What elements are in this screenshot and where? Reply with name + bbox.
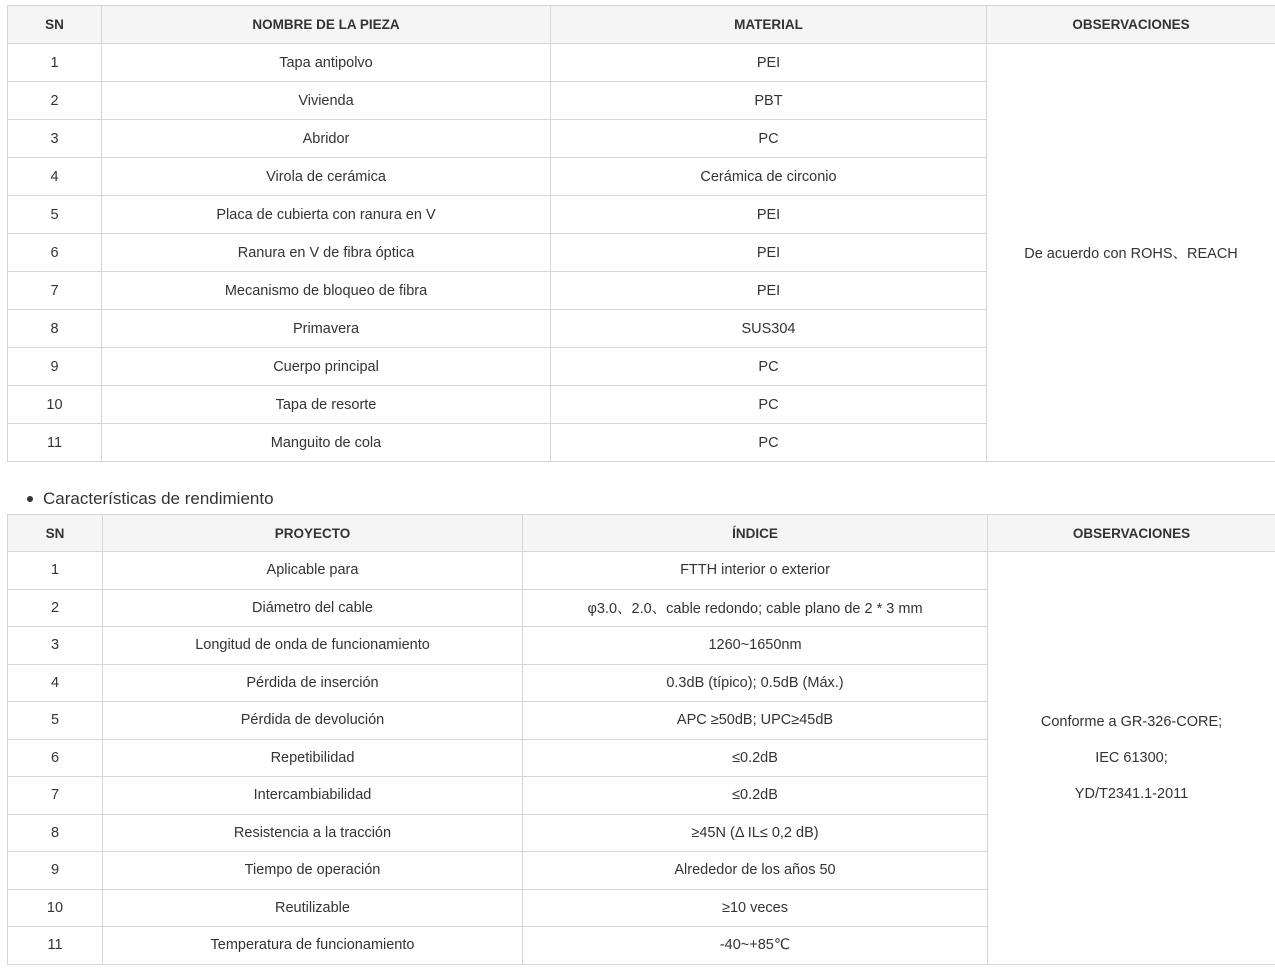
row-index: 1260~1650nm [523,627,988,665]
table-row [8,552,1275,590]
row-part-name: Cuerpo principal [102,348,551,386]
row-sn: 1 [8,552,103,590]
row-material: SUS304 [551,310,987,348]
row-material: PEI [551,196,987,234]
header-project: PROYECTO [103,515,523,552]
row-project: Intercambiabilidad [103,777,523,815]
row-index: Alrededor de los años 50 [523,852,988,890]
observation-line: IEC 61300; [1095,749,1168,766]
row-material: Cerámica de circonio [551,158,987,196]
observations-cell [988,552,1275,965]
header-material: MATERIAL [551,6,987,44]
row-part-name: Primavera [102,310,551,348]
row-project: Temperatura de funcionamiento [103,927,523,965]
row-index: -40~+85℃ [523,927,988,965]
row-sn: 2 [8,589,103,627]
row-part-name: Tapa de resorte [102,386,551,424]
observation-line: Conforme a GR-326-CORE; [1040,713,1223,730]
row-sn: 9 [8,852,103,890]
parts-header-row [8,6,1275,44]
row-material: PC [551,120,987,158]
row-sn: 11 [8,424,102,462]
parts-table [7,5,1275,462]
row-project: Tiempo de operación [103,852,523,890]
row-project: Longitud de onda de funcionamiento [103,627,523,665]
section-title: Características de rendimiento [43,489,274,508]
row-part-name: Virola de cerámica [102,158,551,196]
row-material: PC [551,386,987,424]
row-sn: 3 [8,120,102,158]
row-project: Aplicable para [103,552,523,590]
row-part-name: Abridor [102,120,551,158]
row-project: Resistencia a la tracción [103,814,523,852]
row-sn: 11 [8,927,103,965]
row-index: ≥10 veces [523,889,988,927]
section-heading [27,488,274,510]
row-index: ≤0.2dB [523,777,988,815]
row-material: PEI [551,44,987,82]
row-project: Pérdida de inserción [103,664,523,702]
performance-header-row [8,515,1275,552]
row-project: Pérdida de devolución [103,702,523,740]
row-part-name: Vivienda [102,82,551,120]
row-sn: 8 [8,310,102,348]
observations-cell: De acuerdo con ROHS、REACH [987,44,1275,462]
header-observations: OBSERVACIONES [988,515,1275,552]
row-part-name: Placa de cubierta con ranura en V [102,196,551,234]
row-index: APC ≥50dB; UPC≥45dB [523,702,988,740]
row-project: Reutilizable [103,889,523,927]
row-sn: 6 [8,739,103,777]
bullet-dot-icon [27,496,33,502]
row-index: φ3.0、2.0、cable redondo; cable plano de 2 * 3 mm [523,589,988,627]
row-material: PC [551,424,987,462]
parts-table-body [8,44,1275,462]
header-sn: SN [8,6,102,44]
row-material: PC [551,348,987,386]
row-material: PBT [551,82,987,120]
header-part-name: NOMBRE DE LA PIEZA [102,6,551,44]
row-index: 0.3dB (típico); 0.5dB (Máx.) [523,664,988,702]
row-sn: 7 [8,272,102,310]
row-index: FTTH interior o exterior [523,552,988,590]
header-sn: SN [8,515,103,552]
row-sn: 8 [8,814,103,852]
row-part-name: Mecanismo de bloqueo de fibra [102,272,551,310]
row-index: ≥45N (Δ IL≤ 0,2 dB) [523,814,988,852]
table-row [8,44,1275,82]
observation-line: YD/T2341.1-2011 [1074,785,1189,802]
row-sn: 9 [8,348,102,386]
row-sn: 4 [8,158,102,196]
row-sn: 3 [8,627,103,665]
row-part-name: Manguito de cola [102,424,551,462]
header-index: ÍNDICE [523,515,988,552]
row-material: PEI [551,272,987,310]
row-index: ≤0.2dB [523,739,988,777]
performance-table-body [8,552,1275,965]
row-material: PEI [551,234,987,272]
row-sn: 4 [8,664,103,702]
header-observations: OBSERVACIONES [987,6,1275,44]
row-part-name: Ranura en V de fibra óptica [102,234,551,272]
row-project: Diámetro del cable [103,589,523,627]
row-project: Repetibilidad [103,739,523,777]
row-sn: 10 [8,386,102,424]
row-sn: 7 [8,777,103,815]
performance-table [7,514,1275,965]
row-sn: 5 [8,702,103,740]
row-sn: 10 [8,889,103,927]
row-sn: 2 [8,82,102,120]
row-sn: 1 [8,44,102,82]
row-part-name: Tapa antipolvo [102,44,551,82]
row-sn: 6 [8,234,102,272]
row-sn: 5 [8,196,102,234]
